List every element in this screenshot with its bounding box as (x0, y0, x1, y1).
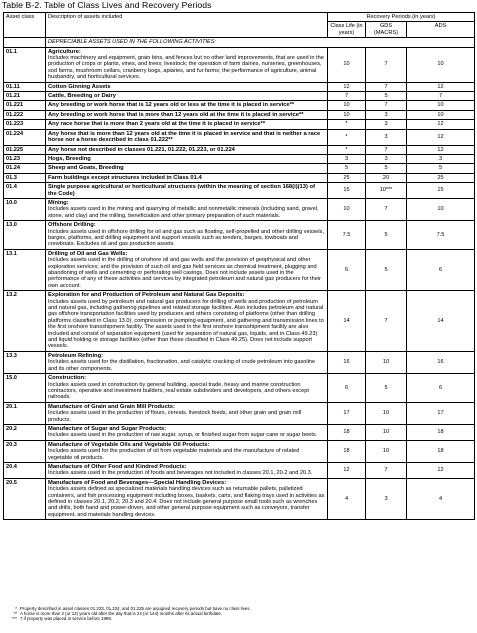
gds-cell: 5 (366, 374, 407, 403)
description-heading: Any horse that is more than 12 years old at the time it is placed in service and that is neither a race horse nor a horse described in class 01.222** (48, 130, 321, 144)
table-row (4, 249, 475, 290)
description-text: Includes assets used for the production of oil from vegetable materials and the manufacture of related vegetable oil products. (48, 448, 300, 461)
table-row (4, 221, 475, 250)
asset-class-cell: 15.0 (4, 374, 46, 403)
life-cell: 15 (328, 183, 366, 199)
life-cell: * (328, 129, 366, 145)
ads-cell: 12 (407, 82, 475, 91)
life-cell: 12 (328, 82, 366, 91)
description-heading: Drilling of Oil and Gas Wells: (48, 250, 128, 257)
life-cell: 14 (328, 291, 366, 352)
life-cell: 6 (328, 249, 366, 290)
ads-cell: 10 (407, 101, 475, 110)
description-text: Includes assets used for the distillation, fractionation, and catalytic cracking of crude petroleum into gasoline and its other components. (48, 359, 316, 372)
asset-class-cell: 13.2 (4, 291, 46, 352)
table-row (4, 164, 475, 173)
life-cell: 7 (328, 92, 366, 101)
gds-cell: 10*** (366, 183, 407, 199)
asset-class-cell: 13.1 (4, 249, 46, 290)
gds-cell: 20 (366, 173, 407, 182)
gds-cell: 7 (366, 101, 407, 110)
description-text: Includes assets used in the drilling of onshore oil and gas wells and the provision of geophysical and other exploration services; and the provision of such oil and gas field services as chemical treatment, plugging and abandoning of wells and cementing or perforating well casings. Does not include assets used in the performance of any of these activities and services by integrated petroleum and natural gas producers for their own account. (48, 257, 321, 289)
description-cell (46, 221, 328, 250)
header-class-life: Class Life (in years) (328, 22, 366, 38)
description-cell (46, 462, 328, 478)
ads-cell: 12 (407, 145, 475, 154)
gds-cell: 10 (366, 424, 407, 440)
ads-cell: 5 (407, 164, 475, 173)
description-heading: Agriculture: (48, 48, 81, 55)
gds-cell: 10 (366, 351, 407, 373)
description-cell (46, 249, 328, 290)
description-cell (46, 164, 328, 173)
table-row (4, 120, 475, 129)
description-text: Includes assets used in construction by general building, special trade, heavy and marine construction contractors, operative and investment builders, real estate subdividers and developers, and others except railroads. (48, 381, 309, 401)
ads-cell: 7.5 (407, 221, 475, 250)
gds-cell: 10 (366, 440, 407, 462)
gds-cell: 3 (366, 478, 407, 519)
asset-class-cell: 01.4 (4, 183, 46, 199)
life-cell: 6 (328, 374, 366, 403)
description-cell (46, 154, 328, 163)
description-cell (46, 47, 328, 82)
description-text: Includes assets used in the production of raw sugar, syrup, or finished sugar from sugar cane or sugar beets. (48, 432, 318, 439)
asset-class-cell: 13.0 (4, 221, 46, 250)
footnote-mark: *** (11, 616, 17, 622)
asset-class-cell: 10.0 (4, 198, 46, 220)
description-cell (46, 173, 328, 182)
life-cell: 16 (328, 351, 366, 373)
asset-class-cell: 01.225 (4, 145, 46, 154)
table-row (4, 101, 475, 110)
description-cell (46, 120, 328, 129)
gds-cell: 7 (366, 198, 407, 220)
section-spacer (4, 38, 46, 47)
description-heading: Any race horse that is more than 2 years old at the time it is placed in service** (48, 121, 266, 128)
description-heading: Exploration for and Production of Petroleum and Natural Gas Deposits: (48, 292, 245, 299)
life-cell: * (328, 145, 366, 154)
life-cell: 10 (328, 47, 366, 82)
description-heading: Petroleum Refining: (48, 352, 104, 359)
description-heading: Cotton Ginning Assets (48, 83, 111, 90)
asset-class-cell: 20.3 (4, 440, 46, 462)
asset-class-cell: 01.223 (4, 120, 46, 129)
asset-class-cell: 01.224 (4, 129, 46, 145)
header-recovery-periods: Recovery Periods (in years) (328, 13, 475, 22)
ads-cell: 17 (407, 402, 475, 424)
description-heading: Mining: (48, 199, 69, 206)
header-asset-class: Asset class (4, 13, 46, 38)
gds-cell: 7 (366, 291, 407, 352)
gds-cell: 5 (366, 92, 407, 101)
table-row (4, 82, 475, 91)
ads-cell: 6 (407, 249, 475, 290)
ads-cell: 10 (407, 198, 475, 220)
table-row (4, 424, 475, 440)
description-cell (46, 101, 328, 110)
asset-class-cell: 20.2 (4, 424, 46, 440)
gds-cell: 7 (366, 47, 407, 82)
gds-cell: 7 (366, 462, 407, 478)
ads-cell: 12 (407, 120, 475, 129)
footnote-mark: ** (13, 611, 17, 617)
description-heading: Manufacture of Sugar and Sugar Products: (48, 425, 167, 432)
description-heading: Hogs, Breeding (48, 155, 91, 162)
description-heading: Single purpose agricultural or horticultural structures (within the meaning of section 168(i)(13) of the Code) (48, 184, 316, 197)
table-row (4, 440, 475, 462)
description-heading: Offshore Drilling: (48, 222, 96, 229)
ads-cell: 3 (407, 154, 475, 163)
description-cell (46, 110, 328, 119)
header-ads: ADS (407, 22, 475, 38)
table-title: Table B-2. Table of Class Lives and Recovery Periods (2, 0, 212, 10)
description-heading: Manufacture of Grain and Grain Mill Products: (48, 403, 175, 410)
gds-cell: 5 (366, 249, 407, 290)
ads-cell: 4 (407, 478, 475, 519)
table-row (4, 47, 475, 82)
table-row (4, 291, 475, 352)
table-row (4, 351, 475, 373)
life-cell: 10 (328, 110, 366, 119)
header-gds: GDS (MACRS) (366, 22, 407, 38)
description-heading: Manufacture of Vegetable Oils and Vegetable Oil Products: (48, 441, 210, 448)
life-cell: 12 (328, 462, 366, 478)
gds-cell: 3 (366, 110, 407, 119)
footnote-text: 7 if property was placed in service before 1989. (20, 616, 113, 622)
footnotes (3, 606, 474, 622)
description-cell (46, 402, 328, 424)
description-cell (46, 129, 328, 145)
description-text: Includes machinery and equipment, grain bins, and fences but no other land improvements, that are used in the production of crops or plants, vines, and trees; livestock; the operation of farm dairies, nurseries, greenhouses, sod farms, mushroom cellars, cranberry bogs, apiaries, and fur farms; the performance of agriculture, animal husbandry, and horticultural services. (48, 55, 324, 81)
asset-class-cell: 20.4 (4, 462, 46, 478)
ads-cell: 15 (407, 183, 475, 199)
description-heading: Farm buildings except structures included in Class 01.4 (48, 174, 202, 181)
description-heading: Manufacture of Food and Beverages—Special Handling Devices: (48, 479, 227, 486)
description-cell (46, 82, 328, 91)
footnote-text: Property described in asset classes 01.223, 01.224, and 01.225 are assigned recovery periods but have no class lives. (20, 606, 251, 611)
asset-class-cell: 01.11 (4, 82, 46, 91)
header-description: Description of assets included (46, 13, 328, 38)
description-text: Includes assets used in the production of foods and beverages not included in classes 20.1, 20.2 and 20.3. (48, 470, 313, 477)
table-row (4, 173, 475, 182)
description-heading: Construction: (48, 375, 86, 382)
table-row (4, 374, 475, 403)
gds-cell: 5 (366, 221, 407, 250)
table-row (4, 402, 475, 424)
asset-class-cell: 01.1 (4, 47, 46, 82)
life-cell: 7.5 (328, 221, 366, 250)
life-cell: 18 (328, 440, 366, 462)
footnote (3, 616, 474, 621)
description-cell (46, 478, 328, 519)
description-cell (46, 351, 328, 373)
description-text: Includes assets used in offshore drilling for oil and gas such as floating, self-propelled and other drilling vessels, barges, platforms, and drilling equipment and support vessels such as tenders, barges, towboats and crewboats. Excludes oil and gas production assets. (48, 228, 325, 248)
section-heading: DEPRECIABLE ASSETS USED IN THE FOLLOWING ACTIVITIES: (46, 38, 475, 47)
table-row (4, 110, 475, 119)
gds-cell: 3 (366, 129, 407, 145)
table-row (4, 183, 475, 199)
class-lives-table (3, 12, 475, 520)
life-cell: 10 (328, 198, 366, 220)
description-heading: Sheep and Goats, Breeding (48, 165, 124, 172)
ads-cell: 10 (407, 47, 475, 82)
description-heading: Manufacture of Other Food and Kindred Products: (48, 463, 187, 470)
ads-cell: 10 (407, 110, 475, 119)
ads-cell: 18 (407, 424, 475, 440)
description-heading: Any breeding or work horse that is more than 12 years old at the time it is placed in service** (48, 111, 304, 118)
gds-cell: 7 (366, 82, 407, 91)
table-row (4, 478, 475, 519)
footnote-mark: * (15, 606, 17, 611)
gds-cell: 3 (366, 120, 407, 129)
life-cell: 17 (328, 402, 366, 424)
life-cell: 10 (328, 101, 366, 110)
gds-cell: 10 (366, 402, 407, 424)
table-row (4, 129, 475, 145)
asset-class-cell: 01.3 (4, 173, 46, 182)
description-cell (46, 374, 328, 403)
description-text: Includes assets defined as specialized materials handling devices such as returnable pallets, palletized containers, and fish processing equipment including boxes, baskets, carts, and flaking trays used in activities as defined in classes 20.1, 20.2, 20.3 and 20.4. Does not include general purpose small tools such as wrenches and drills, both hand and power-driven, and other general purpose equipment such as conveyors, transfer equipment, and materials handling devices. (48, 486, 325, 518)
description-cell (46, 92, 328, 101)
asset-class-cell: 01.23 (4, 154, 46, 163)
description-text: Includes assets used in the mining and quarrying of metallic and nonmetallic minerals (including sand, gravel, stone, and clay) and the milling, beneficiation and other primary preparation of such materials. (48, 206, 319, 219)
life-cell: 5 (328, 164, 366, 173)
asset-class-cell: 20.5 (4, 478, 46, 519)
description-heading: Any horse not described in classes 01.221, 01.222, 01.223, or 01.224 (48, 146, 235, 153)
gds-cell: 3 (366, 154, 407, 163)
asset-class-cell: 01.21 (4, 92, 46, 101)
asset-class-cell: 01.222 (4, 110, 46, 119)
description-cell (46, 440, 328, 462)
gds-cell: 7 (366, 145, 407, 154)
ads-cell: 25 (407, 173, 475, 182)
table-row (4, 92, 475, 101)
ads-cell: 7 (407, 92, 475, 101)
table-row (4, 462, 475, 478)
description-cell (46, 198, 328, 220)
asset-class-cell: 13.3 (4, 351, 46, 373)
life-cell: * (328, 120, 366, 129)
ads-cell: 18 (407, 440, 475, 462)
asset-class-cell: 20.1 (4, 402, 46, 424)
gds-cell: 5 (366, 164, 407, 173)
description-text: Includes assets used by petroleum and natural gas producers for drilling of wells and production of petroleum and natural gas, including gathering pipelines and related storage facilities. Also includes petroleum and natural gas offshore transportation facilities used by producers and others consisting of platforms (other than drilling platforms classified in Class 13.0), compression or pumping equipment, and gathering and transmission lines to the first onshore transshipment facility. The assets used in the first onshore transshipment facility are also included and consist of separation equipment (used for separation of natural gas, liquids, and in Class 49.23) and liquid holding or storage facilities (other than those classified in Class 49.25). Does not include support vessels. (48, 298, 324, 350)
ads-cell: 16 (407, 351, 475, 373)
ads-cell: 12 (407, 129, 475, 145)
description-cell (46, 424, 328, 440)
description-heading: Cattle, Breeding or Dairy (48, 93, 116, 100)
life-cell: 18 (328, 424, 366, 440)
ads-cell: 12 (407, 462, 475, 478)
asset-class-cell: 01.221 (4, 101, 46, 110)
table-row (4, 154, 475, 163)
description-cell (46, 145, 328, 154)
ads-cell: 6 (407, 374, 475, 403)
table-row (4, 145, 475, 154)
description-heading: Any breeding or work horse that is 12 years old or less at the time it is placed in service** (48, 102, 295, 109)
table-row (4, 198, 475, 220)
life-cell: 3 (328, 154, 366, 163)
life-cell: 4 (328, 478, 366, 519)
description-cell (46, 183, 328, 199)
description-text: Includes assets used in the production of flours, cereals, livestock feeds, and other grain and grain mill products. (48, 410, 302, 423)
description-cell (46, 291, 328, 352)
ads-cell: 14 (407, 291, 475, 352)
asset-class-cell: 01.24 (4, 164, 46, 173)
life-cell: 25 (328, 173, 366, 182)
footnote-text: A horse is more than 2 (or 12) years old after the day that is 24 (or 144) months after its actual birthdate. (20, 611, 223, 617)
